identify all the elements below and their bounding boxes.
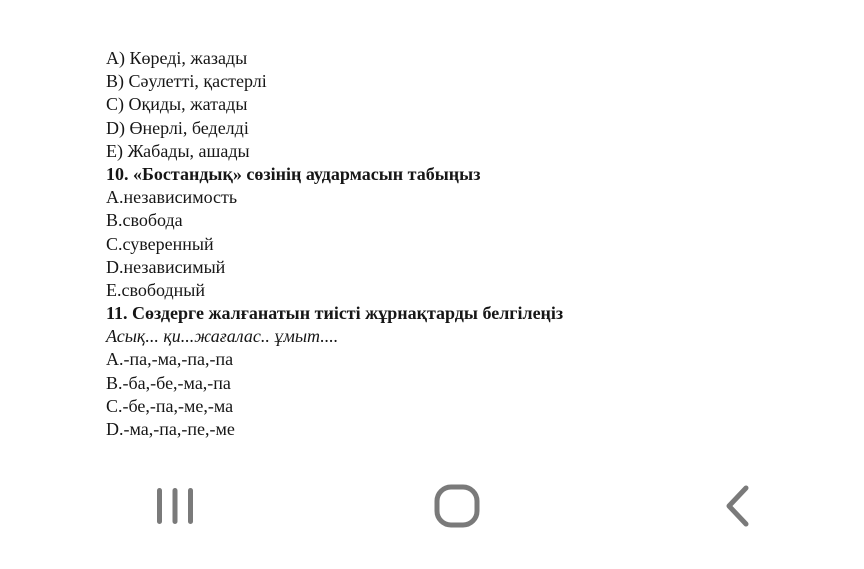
recent-apps-icon [150, 484, 200, 528]
answer-option-d: D) Өнерлі, беделді [106, 117, 249, 138]
answer-option-e: E) Жабады, ашады [106, 140, 250, 161]
document-page [106, 47, 826, 441]
home-button[interactable] [430, 482, 484, 530]
answer-option-c: C) Оқиды, жатады [106, 94, 248, 115]
q11-option-c: C.-бе,-па,-ме,-ма [106, 395, 234, 416]
q10-option-b: B.свобода [106, 210, 183, 231]
q10-option-e: E.свободный [106, 279, 206, 300]
question-11-words: Асық... қи...жағалас.. ұмыт.... [106, 326, 339, 347]
q10-option-a: A.независимость [106, 187, 238, 208]
recent-apps-button[interactable] [150, 484, 200, 528]
back-button[interactable] [716, 482, 760, 530]
question-10-title: 10. «Бостандық» сөзінің аудармасын табыңыз [106, 163, 481, 184]
home-icon [430, 482, 484, 530]
q11-option-b: B.-ба,-бе,-ма,-па [106, 372, 231, 393]
system-navigation-bar [0, 462, 864, 569]
q11-option-d: D.-ма,-па,-пе,-ме [106, 419, 235, 439]
q10-option-c: C.суверенный [106, 233, 214, 254]
q11-option-a: A.-па,-ма,-па,-па [106, 349, 234, 370]
back-icon [716, 482, 760, 530]
answer-option-b: B) Сәулетті, қастерлі [106, 71, 267, 92]
q10-option-d: D.независимый [106, 256, 226, 277]
answer-option-a: A) Көреді, жазады [106, 48, 248, 68]
question-11-title: 11. Сөздерге жалғанатын тиісті жұрнақтарды белгілеңіз [106, 303, 564, 324]
